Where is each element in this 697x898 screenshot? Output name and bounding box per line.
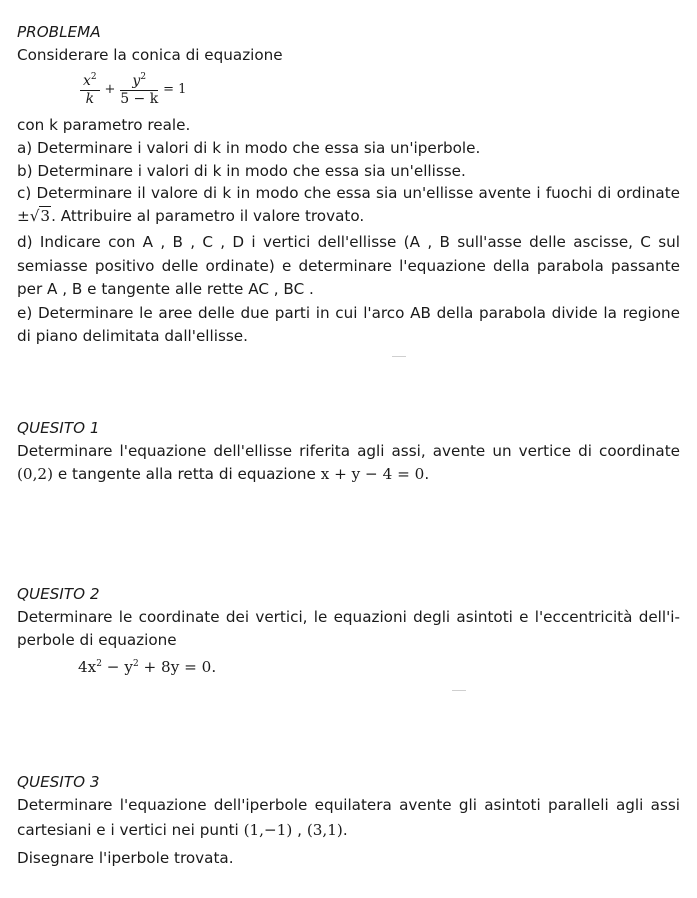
quesito1-line1: Determinare l'equazione dell'ellisse riferita agli assi, avente un vertice di coordinate	[17, 442, 680, 460]
vertex-point-2: (3,1)	[306, 821, 343, 839]
item-c-line1: c) Determinare il valore di k in modo che essa sia un'ellisse avente i fuochi di ordinate	[17, 184, 680, 202]
vertex-point-1: (1,−1)	[243, 821, 293, 839]
item-d-line2: semiasse positivo delle ordinate) e determinare l'equazione della parabola passante	[17, 257, 680, 275]
quesito2-line1: Determinare le coordinate dei vertici, le equazioni degli asintoti e l'eccentricità dell'i-	[17, 608, 680, 626]
quesito3-line1: Determinare l'equazione dell'iperbole equilatera avente gli asintoti paralleli agli assi	[17, 796, 680, 814]
scan-mark	[392, 356, 406, 357]
sqrt-three: 3	[40, 207, 51, 225]
vertex-point: (0,2)	[17, 465, 54, 483]
conic-equation: $\frac{x^2}{k}$ + $\frac{y^2}{5 - k}$ = 1	[80, 68, 186, 110]
quesito3-line2: cartesiani e i vertici nei punti (1,−1) , (3,1).	[17, 821, 348, 839]
fraction-x: $\frac{x^2}{k}$	[80, 69, 100, 108]
item-e-line1: e) Determinare le aree delle due parti in cui l'arco AB della parabola divide la regione	[17, 304, 680, 322]
problema-heading: PROBLEMA	[17, 23, 101, 41]
item-a: a) Determinare i valori di k in modo che essa sia un'iperbole.	[17, 139, 481, 157]
item-c-line2: ±√3. Attribuire al parametro il valore trovato.	[17, 207, 365, 225]
quesito1-heading: QUESITO 1	[17, 419, 100, 437]
scan-mark	[452, 690, 466, 691]
quesito2-line2: perbole di equazione	[17, 631, 177, 649]
param-text: con k parametro reale.	[17, 116, 191, 134]
item-d-line3: per A , B e tangente alle rette AC , BC .	[17, 280, 314, 298]
problema-intro: Considerare la conica di equazione	[17, 46, 283, 64]
fraction-y: $\frac{y^2}{5 - k}$	[120, 69, 158, 108]
tangent-line-equation: x + y − 4 = 0	[320, 465, 425, 483]
quesito3-line3: Disegnare l'iperbole trovata.	[17, 849, 234, 867]
item-e-line2: di piano delimitata dall'ellisse.	[17, 327, 248, 345]
quesito3-heading: QUESITO 3	[17, 773, 100, 791]
item-d-line1: d) Indicare con A , B , C , D i vertici dell'ellisse (A , B sull'asse delle ascisse, C sul	[17, 233, 680, 251]
quesito1-line2: (0,2) e tangente alla retta di equazione x + y − 4 = 0.	[17, 465, 430, 483]
quesito2-heading: QUESITO 2	[17, 585, 100, 603]
item-b: b) Determinare i valori di k in modo che essa sia un'ellisse.	[17, 162, 466, 180]
hyperbola-equation: $4x^2 - y^2 + 8y = 0$.	[78, 658, 217, 676]
